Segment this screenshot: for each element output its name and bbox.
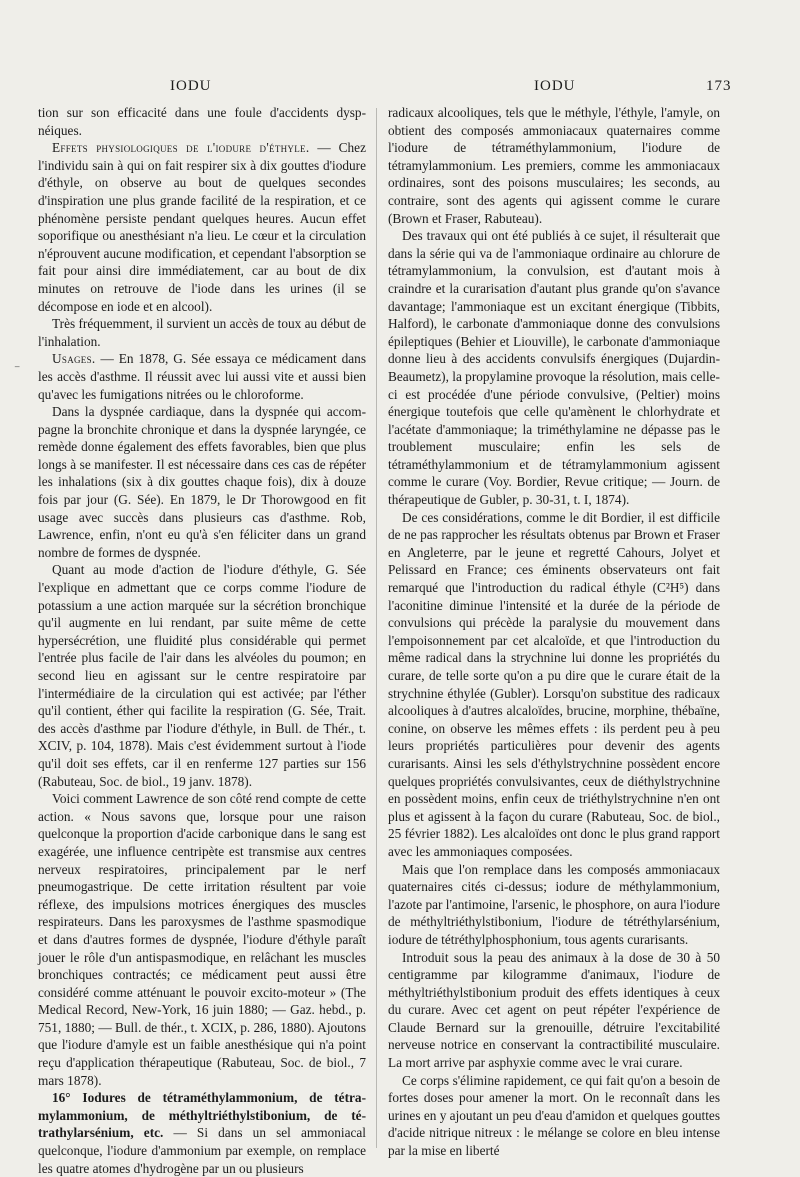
paragraph-text: Ce corps s'élimine rapidement, ce qui fait qu'on a besoin de fortes doses pour amener la mort. On le reconnaît dans les urines en y ajoutant un peu d'eau d'amidon et quelques gouttes d'acide nitrique nitreux : le mélange se colore en bleu intense par la mise en liberté	[388, 1072, 720, 1159]
paragraph-text: — Si dans un sel ammoniacal quelconque, l'iodure d'ammonium par exemple, on remplace les quatre atomes d'hydrogène par un ou plusieurs	[38, 1125, 366, 1176]
paragraph-text: Quant au mode d'action de l'iodure d'éthyle, G. Sée l'explique en admettant que ce corps comme l'iodure de potassium a une action marquée sur la sécrétion bronchique qu'il augmente en lui rendant, par suite même de cette hypersécrétion, une fluidité plus considérable qui permet l'entrée plus facile de l'air dans les alvéoles du poumon; en second lieu en agissant sur le centre respiratoire par l'intermédiaire de la circulation qui est activée; par l'éther qu'il contient, éther qui facilite la respiration (G. Sée, Trait. des accès d'asthme par l'iodure d'éthyle, in Bull. de Thér., t. XCIV, p. 104, 1878). Mais c'est évidemment surtout à l'iode qu'il doit ses effets, car il en renferme 127 parties sur 156 (Rabuteau, Soc. de biol., 19 janv. 1878).	[38, 562, 366, 789]
paragraph-text: radicaux alcooliques, tels que le méthyle, l'éthyle, l'amyle, on obtient des composés ammoniacaux quaternaires comme l'iodure de tétraméthylammonium, l'iodure de tétramylammonium. Les premiers, comme les ammoniacaux ordinaires, sont des poisons musculaires; les seconds, au contraire, sont des agents qui agissent comme le curare (Brown et Fraser, Rabuteau).	[388, 105, 720, 226]
right-column-paragraph	[388, 509, 720, 861]
right-column	[388, 104, 720, 1164]
paragraph-text: Dans la dyspnée cardiaque, dans la dyspnée qui accompagne la bronchite chronique et dans la dyspnée laryngée, ce remède donne également des effets favorables, bien que plus longs à se manifester. Il est nécessaire dans ces cas de répéter les inhalations (six à dix gouttes chaque fois), dix à douze fois par jour (G. Sée). En 1879, le Dr Thorowgood en fit usage avec succès dans plusieurs cas d'asthme. Rob, Lawrence, enfin, n'ont eu qu'à s'en féliciter dans un grand nombre de formes de dyspnée.	[38, 404, 366, 560]
left-column-paragraph	[38, 1089, 366, 1177]
margin-mark: ⁻	[14, 362, 21, 376]
paragraph-text: — En 1878, G. Sée essaya ce médicament dans les accès d'asthme. Il réussit avec lui aussi vite et aussi bien qu'avec les fumigations nitrées ou le chloroforme.	[38, 351, 366, 402]
right-column-paragraph	[388, 949, 720, 1072]
paragraph-text: Voici comment Lawrence de son côté rend compte de cette action. « Nous savons que, lorsque pour une raison quelconque la proportion d'acide carbonique dans le sang est exagérée, une influence centripète est transmise aux centres nerveux respiratoires, principalement par le nerf pneumogastrique. De cette irritation résultent par voie réflexe, des impulsions motrices énergiques des muscles respirateurs. Dans les paroxysmes de l'asthme spasmodique et dans d'autres formes de dyspnée, l'iodure d'éthyle paraît jouer le rôle d'un antispasmodique, en relâchant les muscles bronchiques contractés; ce médicament peut aussi être considéré comme atténuant le pouvoir excito-moteur » (The Medical Record, New-York, 16 juin 1880; — Gaz. hebd., p. 751, 1880; — Bull. de thér., t. XCIX, p. 286, 1880). Ajoutons que l'iodure d'amyle est un faible anesthésique qui n'a point reçu d'application thérapeutique (Rabuteau, Soc. de biol., 7 mars 1878).	[38, 791, 366, 1088]
running-head	[0, 78, 800, 98]
paragraph-text: De ces considérations, comme le dit Bordier, il est difficile de ne pas rapprocher les résultats obtenus par Brown et Fraser en Angleterre, par le jeune et regretté Cahours, Jolyet et Pelissard en France; ces éminents observateurs ont fait remarqué que l'introduction du radical éthyle (C²H⁵) dans l'aconitine diminue l'intensité et la durée de la période de convulsions qui précède la paralysie du mouvement dans l'empoisonnement par cet alcaloïde, et que l'introduction du même radical dans la strychnine lui donne les propriétés du curare, de telle sorte qu'on a pu dire que le curare était de la strychnine éthylée (Gubler). Lorsqu'on substitue des radicaux alcooliques à d'autres alcaloïdes, brucine, morphine, thébaïne, conine, on observe les mêmes effets : ils perdent peu à peu leurs propriétés particulières pour devenir des agents curarisants. Ainsi les sels d'éthylstrychnine possèdent encore quelques propriétés convulsivantes, ceux de diéthylstrychnine en possèdent moins, enfin ceux de triéthylstrychnine n'en ont plus et agissent à la façon du curare (Rabuteau, Soc. de biol., 25 février 1882). Les alcaloïdes ont donc le plus grand rapport avec les ammoniaques composées.	[388, 509, 720, 859]
section-heading: Effets physiologiques de l'iodure d'éthyle.	[52, 140, 310, 156]
right-column-paragraph	[388, 1072, 720, 1160]
left-column-paragraph	[38, 561, 366, 790]
left-column-paragraph	[38, 104, 366, 139]
left-column-paragraph	[38, 790, 366, 1089]
left-column-paragraph	[38, 315, 366, 350]
right-column-paragraph	[388, 104, 720, 227]
left-column-paragraph	[38, 139, 366, 315]
paragraph-text: Très fréquemment, il survient un accès de toux au début de l'inhalation.	[38, 316, 366, 349]
running-head-center: IODU	[534, 78, 576, 94]
section-heading: 16° Iodures de tétraméthylammonium, de tétramylammonium, de méthyltriéthylstibonium, de tétrathylarsénium, etc.	[38, 1090, 366, 1141]
paragraph-text: Des travaux qui ont été publiés à ce sujet, il résulterait que dans la série qui va de l'ammoniaque ordinaire au chlorure de tétramylammonium, la convulsion, est d'autant mois à craindre et la curarisation d'autant plus grande qu'on s'avance davantage; l'ammoniaque est un excitant énergique (Tibbits, Halford), le carbonate d'ammoniaque donne des convulsions épileptiques (Behier et Liouville), le carbonate d'ammoniaque donne lieu à des accidents convulsifs énergiques (Dujardin-Beaumetz), la propylamine provoque la résolution, mais celle-ci est procédée d'une période convulsive, (Peltier) moins énergique toutefois que celle qu'amènent le chlorhydrate et l'acétate d'ammoniaque; la triméthylamine ne dépasse pas le troublement musculaire; enfin les sels de tétraméthylammonium et de tétramylammonium agissent comme le curare (Voy. Bordier, Revue critique; — Journ. de thérapeutique de Gubler, p. 30-31, t. I, 1874).	[388, 228, 720, 508]
right-column-paragraph	[388, 861, 720, 949]
left-column-paragraph	[38, 403, 366, 561]
left-column	[38, 104, 366, 1176]
left-column-paragraph	[38, 350, 366, 403]
paragraph-text: tion sur son efficacité dans une foule d'accidents dyspnéiques.	[38, 105, 366, 138]
running-head-left: IODU	[170, 78, 212, 94]
right-column-paragraph	[388, 227, 720, 509]
section-heading: Usages.	[52, 351, 96, 367]
page-number: 173	[706, 78, 732, 94]
paragraph-text: Mais que l'on remplace dans les composés ammoniacaux quaternaires cités ci-dessus; iodure de méthylammonium, l'azote par l'antimoine, l'arsenic, le phosphore, on aura l'iodure de méthyltriéthylstibonium, l'iodure de tétréthylarsénium, iodure de tétréthylphosphonium, tous agents curarisants.	[388, 861, 720, 947]
column-divider	[376, 108, 377, 1148]
paragraph-text: — Chez l'individu sain à qui on fait respirer six à dix gouttes d'iodure d'éthyle, on observe au bout de quelques secondes d'inspiration une plus grande facilité de la respiration, et ce phénomène persiste pendant quelques heures. Aucun effet soporifique ou anesthésiant n'a lieu. Le cœur et la circulation n'éprouvent aucune modification, et cependant l'absorption se fait pour ainsi dire immédiatement, car au bout de dix minutes on retrouve de l'iode dans les urines (il se décompose en iode et en alcool).	[38, 140, 366, 314]
paragraph-text: Introduit sous la peau des animaux à la dose de 30 à 50 centigramme par kilogramme d'animaux, l'iodure de méthyltriéthylstibonium produit des effets identiques à ceux du curare. Avec cet agent on peut répéter l'expérience de Claude Bernard sur la grenouille, détruire l'excitabilité nerveuse notrice en conservant la contractibilité musculaire. La mort arrive par asphyxie comme avec le vrai curare.	[388, 949, 720, 1071]
